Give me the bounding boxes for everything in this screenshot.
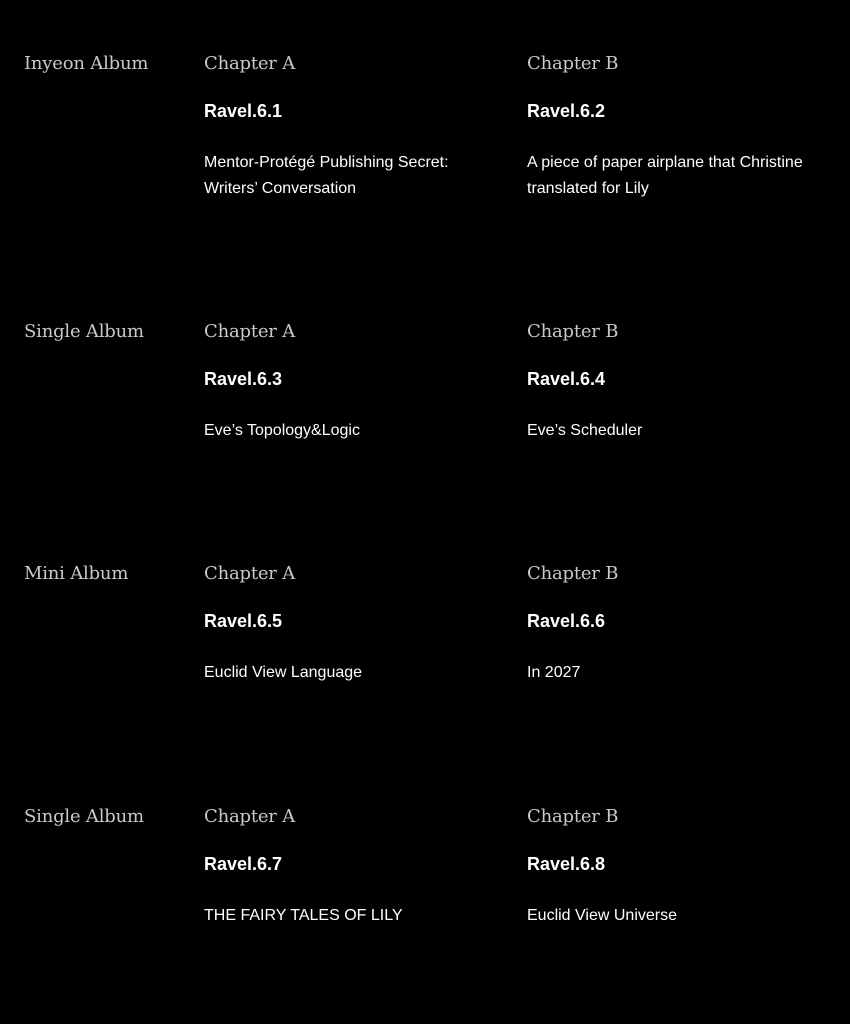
chapter-title[interactable]: Euclid View Universe — [527, 907, 677, 924]
album-label: Single Album — [24, 806, 144, 827]
chapter-code: Ravel.6.3 — [204, 369, 283, 389]
chapter-code: Ravel.6.1 — [204, 101, 283, 121]
chapter-b — [527, 51, 827, 202]
chapter-label: Chapter A — [204, 563, 296, 584]
chapter-title[interactable]: A piece of paper airplane that Christine translated for Lily — [527, 154, 803, 197]
chapter-code: Ravel.6.2 — [527, 101, 606, 121]
chapter-title[interactable]: Mentor-Protégé Publishing Secret: Writers’ Conversation — [204, 154, 449, 197]
chapter-title[interactable]: Euclid View Language — [204, 664, 363, 681]
album-label: Single Album — [24, 321, 144, 342]
chapter-code: Ravel.6.4 — [527, 369, 606, 389]
chapter-code: Ravel.6.5 — [204, 611, 283, 631]
chapter-label: Chapter B — [527, 563, 619, 584]
chapter-a — [204, 804, 504, 929]
chapter-label: Chapter A — [204, 53, 296, 74]
chapter-a — [204, 51, 504, 202]
chapter-b — [527, 561, 827, 686]
chapter-title[interactable]: Eve’s Topology&Logic — [204, 422, 360, 439]
chapter-b — [527, 804, 827, 929]
chapter-label: Chapter A — [204, 806, 296, 827]
chapter-code: Ravel.6.7 — [204, 854, 283, 874]
album-section — [0, 561, 850, 761]
album-section — [0, 319, 850, 519]
chapter-title[interactable]: In 2027 — [527, 664, 581, 681]
album-section — [0, 804, 850, 1004]
chapter-title[interactable]: THE FAIRY TALES OF LILY — [204, 907, 403, 924]
chapter-label: Chapter A — [204, 321, 296, 342]
chapter-label: Chapter B — [527, 53, 619, 74]
chapter-code: Ravel.6.6 — [527, 611, 606, 631]
chapter-title[interactable]: Eve’s Scheduler — [527, 422, 643, 439]
chapter-b — [527, 319, 827, 444]
album-label: Inyeon Album — [24, 53, 149, 74]
chapter-a — [204, 319, 504, 444]
chapter-label: Chapter B — [527, 806, 619, 827]
album-label: Mini Album — [24, 563, 129, 584]
chapter-code: Ravel.6.8 — [527, 854, 606, 874]
chapter-label: Chapter B — [527, 321, 619, 342]
album-section — [0, 51, 850, 251]
chapter-a — [204, 561, 504, 686]
